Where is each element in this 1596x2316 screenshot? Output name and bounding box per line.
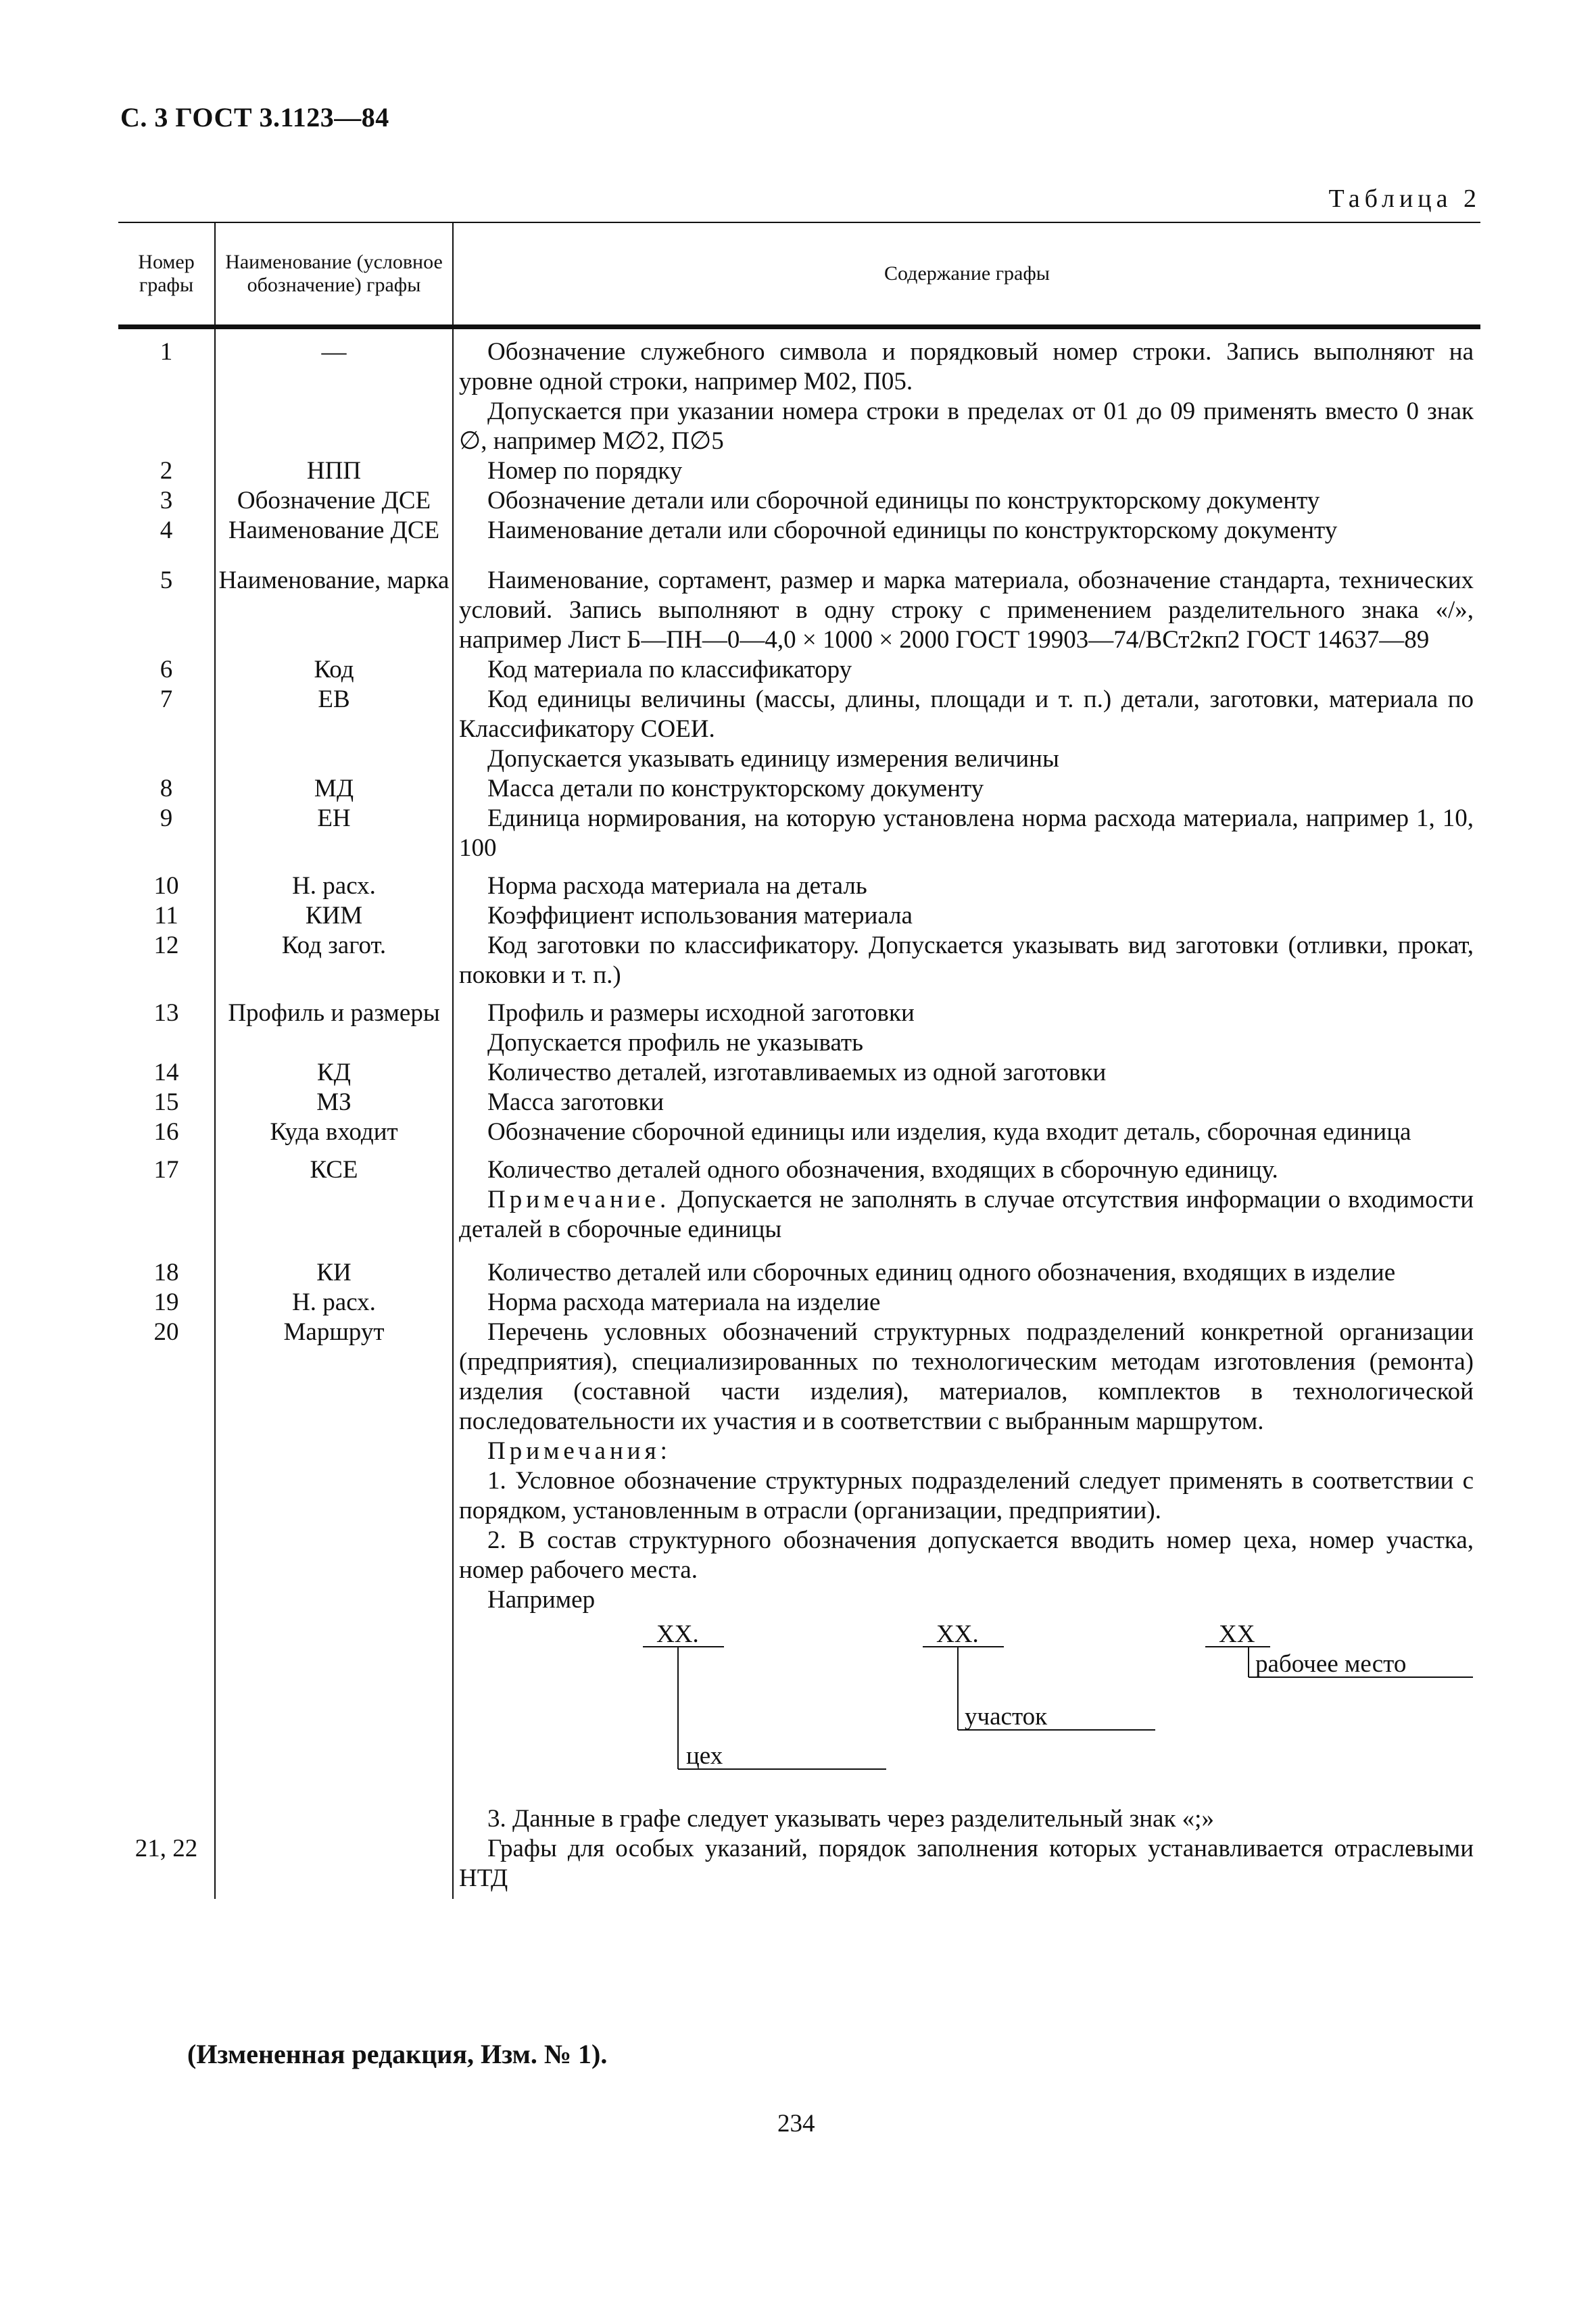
note-item: 3. Данные в графе следует указывать через разделительный знак «;» bbox=[487, 1805, 1214, 1833]
table-row bbox=[118, 901, 1480, 931]
column-header-content: Содержание графы bbox=[884, 262, 1050, 285]
content-paragraph: Код материала по классификатору bbox=[487, 656, 852, 683]
table-caption: Таблица 2 bbox=[1328, 185, 1481, 213]
row-name: Наименование, марка bbox=[215, 546, 453, 655]
row-content bbox=[453, 901, 1480, 931]
row-number: 20 bbox=[118, 1318, 215, 1834]
row-number: 8 bbox=[118, 774, 215, 804]
row-number: 3 bbox=[118, 486, 215, 516]
diagram-code: XX. bbox=[936, 1622, 979, 1648]
content-paragraph: Норма расхода материала на деталь bbox=[487, 872, 867, 900]
row-name: Наименование ДСЕ bbox=[215, 516, 453, 546]
row-name: Маршрут bbox=[215, 1318, 453, 1834]
row-content bbox=[453, 804, 1480, 863]
row-content bbox=[453, 486, 1480, 516]
row-name: ЕН bbox=[215, 804, 453, 863]
content-paragraph: Допускается указывать единицу измерения величины bbox=[487, 745, 1059, 773]
row-number: 12 bbox=[118, 931, 215, 990]
content-paragraph: Норма расхода материала на изделие bbox=[487, 1288, 881, 1316]
content-paragraph: Профиль и размеры исходной заготовки bbox=[487, 999, 915, 1027]
page-number: 234 bbox=[777, 2110, 815, 2138]
row-content bbox=[453, 863, 1480, 901]
note-item: 2. В состав структурного обозначения допускается вводить номер цеха, номер участка, номер рабочего места. bbox=[459, 1526, 1474, 1584]
note-paragraph bbox=[459, 1185, 1474, 1245]
row-name: Н. расх. bbox=[215, 863, 453, 901]
table-row bbox=[118, 931, 1480, 990]
content-paragraph: Код заготовки по классификатору. Допускается указывать вид заготовки (отливки, прокат, поковки и т. п.) bbox=[459, 932, 1474, 989]
row-name: КД bbox=[215, 1058, 453, 1088]
row-number: 2 bbox=[118, 456, 215, 486]
row-name: Н. расх. bbox=[215, 1288, 453, 1318]
table-row bbox=[118, 1288, 1480, 1318]
row-name bbox=[215, 1834, 453, 1899]
table-row bbox=[118, 1058, 1480, 1088]
table-row bbox=[118, 774, 1480, 804]
content-paragraph: Количество деталей или сборочных единиц одного обозначения, входящих в изделие bbox=[487, 1259, 1396, 1286]
table-row bbox=[118, 546, 1480, 655]
column-header-name: Наименование (условное обозначение) графы bbox=[215, 222, 453, 327]
row-number: 15 bbox=[118, 1088, 215, 1117]
row-content bbox=[453, 1318, 1480, 1834]
content-paragraph: Единица нормирования, на которую установлена норма расхода материала, например 1, 10, 100 bbox=[459, 804, 1474, 862]
table-row bbox=[118, 1147, 1480, 1245]
row-content bbox=[453, 931, 1480, 990]
content-paragraph: Наименование, сортамент, размер и марка материала, обозначение стандарта, технических условий. Запись выполняют в одну строку с применением разделительного знака «/», например Лист Б—ПН—0—4,0 × 1000 × 2000 ГОСТ 19903—74/ВСт2кп2 ГОСТ 14637—89 bbox=[459, 566, 1474, 654]
table-row bbox=[118, 486, 1480, 516]
row-name: Код загот. bbox=[215, 931, 453, 990]
row-content bbox=[453, 1288, 1480, 1318]
row-content bbox=[453, 327, 1480, 457]
diagram-label-section: участок bbox=[965, 1703, 1048, 1731]
row-name: КИМ bbox=[215, 901, 453, 931]
row-content bbox=[453, 1117, 1480, 1147]
content-paragraph: Обозначение детали или сборочной единицы по конструкторскому документу bbox=[487, 487, 1320, 514]
amendment-note: (Измененная редакция, Изм. № 1). bbox=[187, 2039, 608, 2069]
table-row bbox=[118, 516, 1480, 546]
content-paragraph: Наименование детали или сборочной единицы по конструкторскому документу bbox=[487, 516, 1338, 544]
content-paragraph: Количество деталей одного обозначения, входящих в сборочную единицу. bbox=[487, 1156, 1278, 1184]
row-content bbox=[453, 685, 1480, 774]
row-number: 19 bbox=[118, 1288, 215, 1318]
content-paragraph: Допускается профиль не указывать bbox=[487, 1029, 863, 1057]
row-number: 13 bbox=[118, 990, 215, 1058]
note-label: Примечание. bbox=[487, 1186, 671, 1213]
content-paragraph: Обозначение сборочной единицы или изделия, куда входит деталь, сборочная единица bbox=[487, 1118, 1411, 1146]
diagram-label-workplace: рабочее место bbox=[1255, 1650, 1407, 1678]
row-content bbox=[453, 1245, 1480, 1288]
table-row bbox=[118, 863, 1480, 901]
notes-label: Примечания: bbox=[487, 1437, 671, 1465]
table-row bbox=[118, 1834, 1480, 1899]
row-name: Куда входит bbox=[215, 1117, 453, 1147]
note-item: 1. Условное обозначение структурных подразделений следует применять в соответствии с порядком, установленным в отрасли (организации, предприятии). bbox=[459, 1467, 1474, 1524]
row-number: 17 bbox=[118, 1147, 215, 1245]
content-paragraph: Масса заготовки bbox=[487, 1088, 664, 1116]
content-paragraph: Допускается при указании номера строки в пределах от 01 до 09 применять вместо 0 знак ∅, например М∅2, П∅5 bbox=[459, 397, 1474, 455]
row-number: 11 bbox=[118, 901, 215, 931]
content-paragraph: Обозначение служебного символа и порядковый номер строки. Запись выполняют на уровне одной строки, например М02, П05. bbox=[459, 338, 1474, 395]
row-number: 21, 22 bbox=[118, 1834, 215, 1899]
content-paragraph: Перечень условных обозначений структурных подразделений конкретной организации (предприятия), специализированных по технологическим методам изготовления (ремонта) изделия (составной части изделия), материалов, комплектов в технологической последовательности их участия и в соответствии с выбранным маршрутом. bbox=[459, 1318, 1474, 1435]
table-row bbox=[118, 655, 1480, 685]
row-name: КИ bbox=[215, 1245, 453, 1288]
row-name: Профиль и размеры bbox=[215, 990, 453, 1058]
row-content bbox=[453, 655, 1480, 685]
content-paragraph: Номер по порядку bbox=[487, 457, 683, 485]
column-header-number: Номер графы bbox=[118, 222, 215, 327]
table-row bbox=[118, 1318, 1480, 1834]
content-paragraph: Коэффициент использования материала bbox=[487, 902, 913, 930]
content-paragraph: Код единицы величины (массы, длины, площади и т. п.) детали, заготовки, материала по Классификатору СОЕИ. bbox=[459, 685, 1474, 743]
row-content bbox=[453, 774, 1480, 804]
row-name: Код bbox=[215, 655, 453, 685]
structure-code-diagram bbox=[459, 1622, 1473, 1804]
content-paragraph: Количество деталей, изготавливаемых из одной заготовки bbox=[487, 1059, 1107, 1086]
note-text: Допускается не заполнять в случае отсутствия информации о входимости деталей в сборочные единицы bbox=[459, 1186, 1474, 1243]
content-paragraph: Графы для особых указаний, порядок заполнения которых устанавливается отраслевыми НТД bbox=[459, 1835, 1474, 1892]
row-content bbox=[453, 456, 1480, 486]
row-number: 7 bbox=[118, 685, 215, 774]
diagram-code: XX bbox=[1219, 1622, 1255, 1648]
row-content bbox=[453, 546, 1480, 655]
table-row bbox=[118, 804, 1480, 863]
row-content bbox=[453, 990, 1480, 1058]
row-name: МД bbox=[215, 774, 453, 804]
row-content bbox=[453, 1088, 1480, 1117]
table-row bbox=[118, 1245, 1480, 1288]
content-paragraph: Масса детали по конструкторскому документу bbox=[487, 775, 984, 802]
row-name: — bbox=[215, 327, 453, 457]
row-number: 16 bbox=[118, 1117, 215, 1147]
row-number: 5 bbox=[118, 546, 215, 655]
row-number: 1 bbox=[118, 327, 215, 457]
row-content bbox=[453, 1058, 1480, 1088]
diagram-label-shop: цех bbox=[686, 1742, 723, 1770]
row-content bbox=[453, 1147, 1480, 1245]
table-header-row bbox=[118, 222, 1480, 327]
document-header: С. 3 ГОСТ 3.1123—84 bbox=[120, 102, 389, 132]
row-name: НПП bbox=[215, 456, 453, 486]
row-content bbox=[453, 516, 1480, 546]
table-row bbox=[118, 327, 1480, 457]
table-row bbox=[118, 1088, 1480, 1117]
table-row bbox=[118, 685, 1480, 774]
row-number: 10 bbox=[118, 863, 215, 901]
table-row bbox=[118, 1117, 1480, 1147]
row-name: Обозначение ДСЕ bbox=[215, 486, 453, 516]
row-name: МЗ bbox=[215, 1088, 453, 1117]
row-number: 9 bbox=[118, 804, 215, 863]
row-number: 14 bbox=[118, 1058, 215, 1088]
row-number: 4 bbox=[118, 516, 215, 546]
row-name: ЕВ bbox=[215, 685, 453, 774]
row-number: 18 bbox=[118, 1245, 215, 1288]
diagram-code: XX. bbox=[656, 1622, 699, 1648]
data-table bbox=[118, 222, 1480, 1899]
table-row bbox=[118, 990, 1480, 1058]
table-row bbox=[118, 456, 1480, 486]
row-number: 6 bbox=[118, 655, 215, 685]
row-content bbox=[453, 1834, 1480, 1899]
row-name: КСЕ bbox=[215, 1147, 453, 1245]
example-label: Например bbox=[487, 1586, 596, 1614]
